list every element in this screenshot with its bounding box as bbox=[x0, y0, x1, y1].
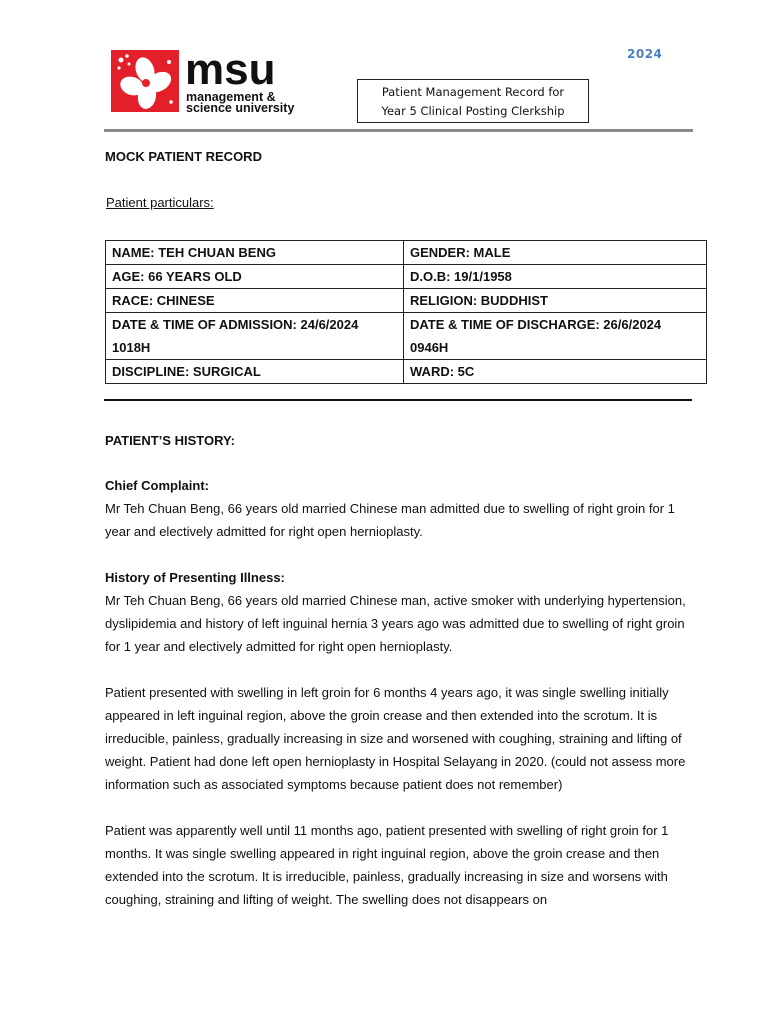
logo-wordmark: msu bbox=[185, 46, 276, 94]
table-cell: D.O.B: 19/1/1958 bbox=[404, 265, 707, 289]
chief-complaint-section bbox=[105, 474, 695, 543]
history-heading: PATIENT’S HISTORY: bbox=[105, 433, 236, 448]
logo-line-1: management & bbox=[186, 90, 276, 104]
table-cell: DATE & TIME OF DISCHARGE: 26/6/2024 0946H bbox=[404, 313, 707, 360]
hpi-paragraph: Patient was apparently well until 11 months ago, patient presented with swelling of right groin for 1 months. It was single swelling appeared in right inguinal region, above the groin crease and then extended into the scrotum. It is irreducible, painless, gradually increasing in size and worsens with coughing, straining and lifting of weight. The swelling does not disappears on bbox=[105, 823, 669, 907]
logo-line-2: science university bbox=[186, 101, 295, 115]
table-row bbox=[106, 360, 707, 384]
record-title-line-1: Patient Management Record for bbox=[381, 85, 565, 99]
year-label: 2024 bbox=[627, 47, 663, 61]
msu-logo bbox=[111, 46, 315, 116]
table-cell: RELIGION: BUDDHIST bbox=[404, 289, 707, 313]
table-row bbox=[106, 313, 707, 360]
header-divider bbox=[104, 129, 693, 132]
table-cell: DISCIPLINE: SURGICAL bbox=[106, 360, 404, 384]
table-row bbox=[106, 289, 707, 313]
record-title-line-2: Year 5 Clinical Posting Clerkship bbox=[381, 104, 565, 118]
table-cell: AGE: 66 YEARS OLD bbox=[106, 265, 404, 289]
section-divider bbox=[104, 399, 692, 401]
table-cell: WARD: 5C bbox=[404, 360, 707, 384]
table-row bbox=[106, 241, 707, 265]
chief-complaint-text: Mr Teh Chuan Beng, 66 years old married Chinese man admitted due to swelling of right groin for 1 year and electively admitted for right open hernioplasty. bbox=[105, 501, 675, 539]
table-cell: DATE & TIME OF ADMISSION: 24/6/2024 1018H bbox=[106, 313, 404, 360]
chief-complaint-heading: Chief Complaint: bbox=[105, 478, 209, 493]
record-title-box bbox=[357, 79, 589, 123]
document-title: MOCK PATIENT RECORD bbox=[105, 149, 262, 164]
hpi-paragraph: Patient presented with swelling in left groin for 6 months 4 years ago, it was single swelling initially appeared in left inguinal region, above the groin crease and then extended into the scrotum. It is irreducible, painless, gradually increasing in size and worsened with coughing, straining and lifting of weight. Patient had done left open hernioplasty in Hospital Selayang in 2020. (could not assess more information such as associated symptoms because patient does not remember) bbox=[105, 685, 686, 792]
particulars-table bbox=[105, 240, 707, 384]
particulars-heading: Patient particulars: bbox=[106, 195, 214, 210]
hpi-section bbox=[105, 566, 695, 911]
table-cell: GENDER: MALE bbox=[404, 241, 707, 265]
table-cell: NAME: TEH CHUAN BENG bbox=[106, 241, 404, 265]
table-cell: RACE: CHINESE bbox=[106, 289, 404, 313]
hpi-paragraph: Mr Teh Chuan Beng, 66 years old married Chinese man, active smoker with underlying hypertension, dyslipidemia and history of left inguinal hernia 3 years ago was admitted due to swelling of right groin for 1 year and electively admitted for right open hernioplasty. bbox=[105, 593, 686, 654]
hpi-heading: History of Presenting Illness: bbox=[105, 570, 285, 585]
table-row bbox=[106, 265, 707, 289]
